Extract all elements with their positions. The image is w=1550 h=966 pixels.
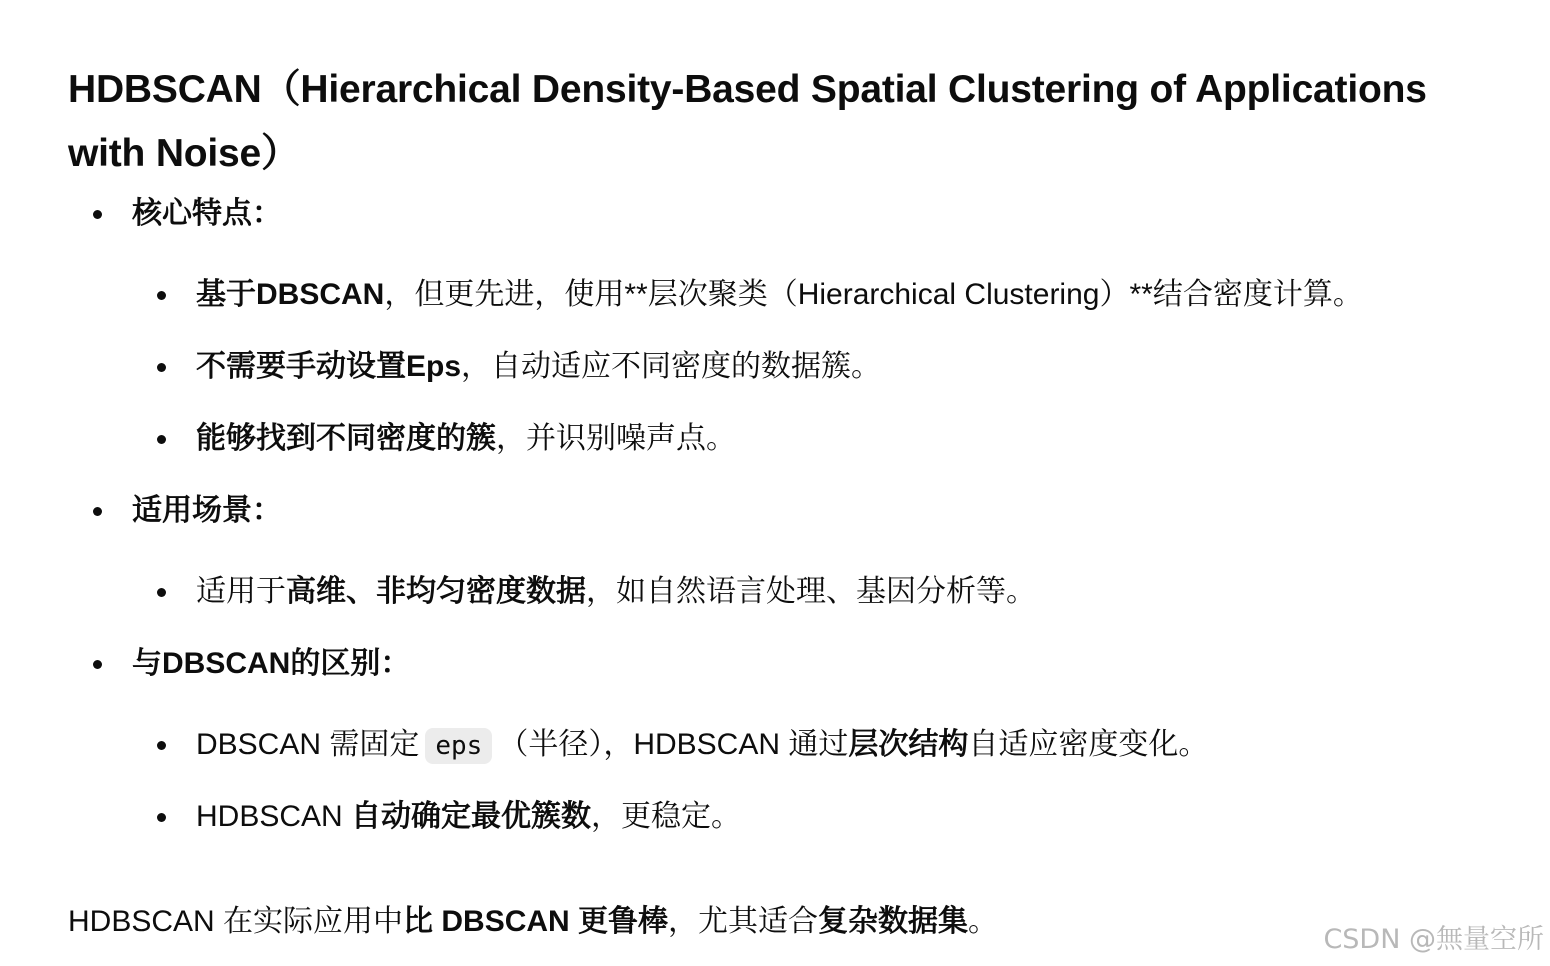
section-core-features — [68, 194, 1508, 459]
item-bold: 不需要手动设置Eps — [196, 350, 462, 383]
bullet-icon — [93, 210, 102, 219]
list-item — [132, 725, 1508, 765]
use-case-list — [132, 572, 1508, 612]
list-item — [132, 419, 1508, 459]
bullet-icon — [157, 813, 166, 822]
section-label: 适用场景： — [132, 494, 282, 527]
list-item — [132, 275, 1508, 315]
bullet-icon — [157, 363, 166, 372]
summary-end: 。 — [968, 905, 999, 938]
item-text: ，如自然语言处理、基因分析等。 — [586, 575, 1036, 608]
item-text: 自适应密度变化。 — [968, 728, 1209, 761]
bullet-icon — [157, 741, 166, 750]
item-text: ，但更先进，使用**层次聚类（Hierarchical Clustering）**结合密度计算。 — [384, 278, 1363, 311]
item-middle: （半径），HDBSCAN 通过 — [498, 728, 849, 761]
summary-middle: ，尤其适合 — [668, 905, 819, 938]
summary-prefix: HDBSCAN 在实际应用中 — [68, 905, 404, 938]
item-bold: 自动确定最优簇数 — [351, 800, 592, 833]
list-item — [132, 797, 1508, 837]
item-text: ，更稳定。 — [591, 800, 742, 833]
feature-list — [132, 275, 1508, 459]
section-label: 与DBSCAN的区别： — [132, 647, 411, 680]
bullet-icon — [157, 588, 166, 597]
section-label: 核心特点： — [132, 197, 282, 230]
bullet-icon — [93, 660, 102, 669]
inline-code: eps — [425, 728, 492, 764]
item-text: ，并识别噪声点。 — [496, 422, 736, 455]
csdn-watermark: CSDN @無量空所 — [1323, 924, 1544, 955]
item-bold: 高维、非均匀密度数据 — [286, 575, 586, 608]
item-prefix: DBSCAN 需固定 — [196, 728, 420, 761]
item-bold: 层次结构 — [848, 728, 969, 761]
list-item — [132, 347, 1508, 387]
bullet-icon — [157, 291, 166, 300]
bullet-icon — [93, 507, 102, 516]
article — [68, 58, 1508, 869]
summary-paragraph — [68, 902, 998, 942]
item-bold: 基于DBSCAN — [196, 278, 385, 311]
difference-list — [132, 725, 1508, 837]
item-text: ，自动适应不同密度的数据簇。 — [461, 350, 882, 383]
list-item — [132, 572, 1508, 612]
page-title: HDBSCAN（Hierarchical Density-Based Spatial Clustering of Applications with Noise） — [68, 68, 1427, 175]
item-prefix: HDBSCAN — [196, 800, 352, 833]
summary-bold-1: 比 DBSCAN 更鲁棒 — [403, 905, 669, 938]
section-differences — [68, 644, 1508, 837]
section-use-cases — [68, 491, 1508, 612]
section-list — [68, 194, 1508, 837]
item-prefix: 适用于 — [196, 575, 286, 608]
bullet-icon — [157, 435, 166, 444]
summary-bold-2: 复杂数据集 — [818, 905, 969, 938]
item-bold: 能够找到不同密度的簇 — [196, 422, 496, 455]
